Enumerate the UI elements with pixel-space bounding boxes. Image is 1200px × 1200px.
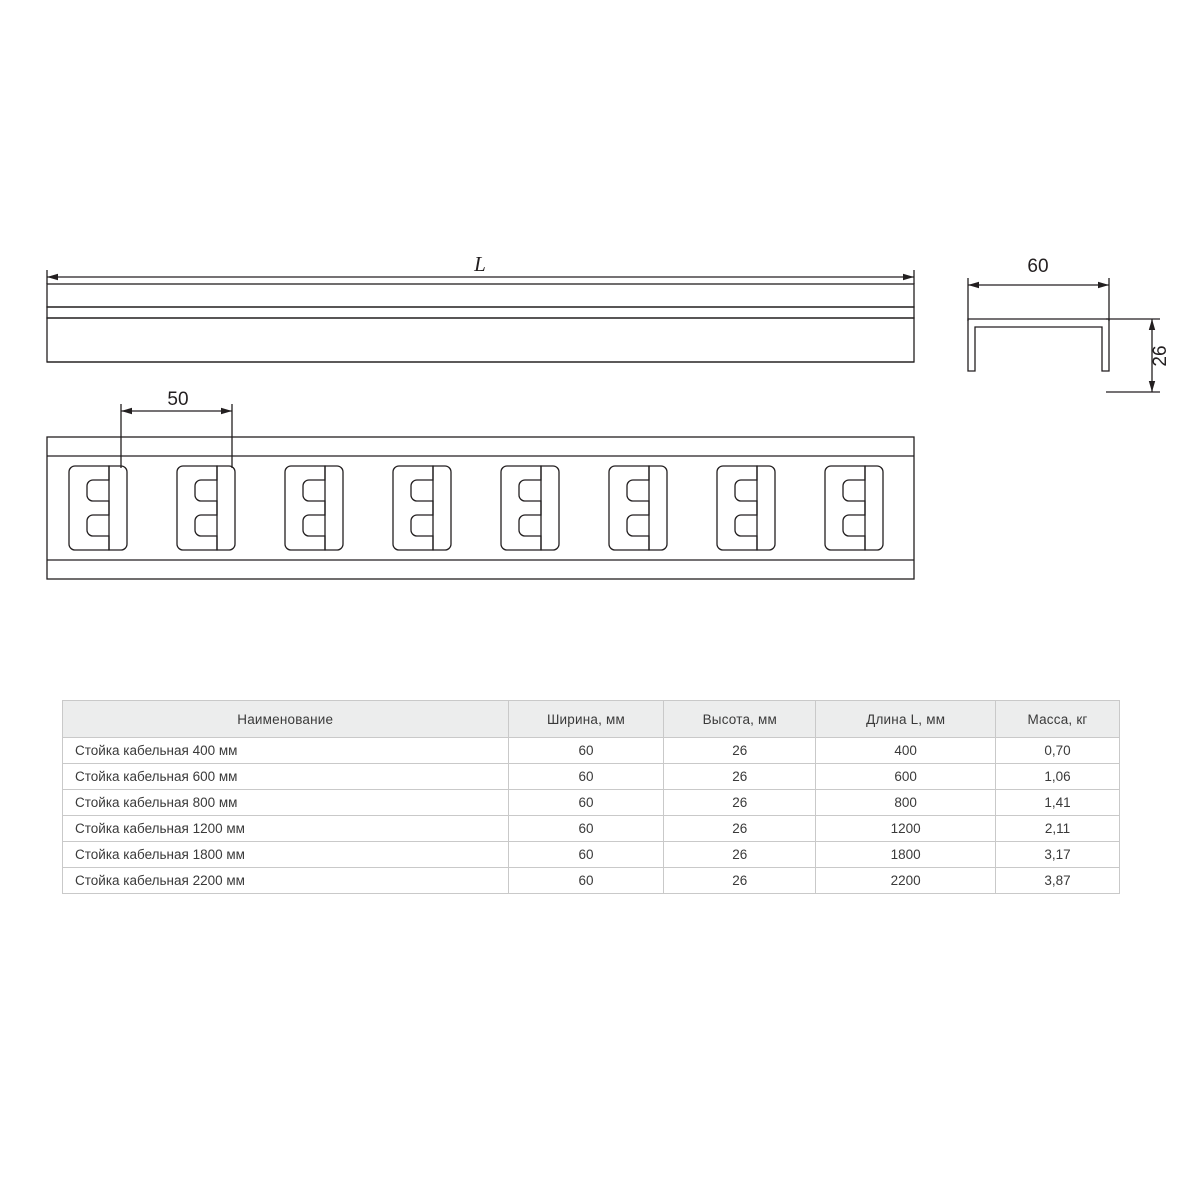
width-dimension [968, 278, 1109, 321]
cell-width: 60 [508, 790, 664, 816]
pitch-dimension [121, 404, 232, 468]
header-height: Высота, мм [664, 701, 816, 738]
header-mass: Масса, кг [996, 701, 1120, 738]
cell-height: 26 [664, 764, 816, 790]
cell-width: 60 [508, 738, 664, 764]
cell-length: 1200 [816, 816, 996, 842]
cell-length: 2200 [816, 868, 996, 894]
cell-mass: 3,17 [996, 842, 1120, 868]
width-label: 60 [1027, 256, 1049, 277]
cell-length: 800 [816, 790, 996, 816]
table-row [63, 868, 1120, 894]
cell-mass: 0,70 [996, 738, 1120, 764]
slot-group [69, 466, 883, 550]
header-length: Длина L, мм [816, 701, 996, 738]
cell-width: 60 [508, 764, 664, 790]
cell-mass: 1,41 [996, 790, 1120, 816]
height-label: 26 [1150, 345, 1171, 367]
cell-mass: 1,06 [996, 764, 1120, 790]
pitch-label: 50 [167, 389, 189, 410]
table-row [63, 764, 1120, 790]
cell-width: 60 [508, 868, 664, 894]
cell-name: Стойка кабельная 2200 мм [63, 868, 509, 894]
table-row [63, 842, 1120, 868]
cell-length: 1800 [816, 842, 996, 868]
length-label: L [474, 252, 486, 276]
cell-name: Стойка кабельная 600 мм [63, 764, 509, 790]
table-row [63, 738, 1120, 764]
cell-width: 60 [508, 842, 664, 868]
cell-name: Стойка кабельная 400 мм [63, 738, 509, 764]
header-width: Ширина, мм [508, 701, 664, 738]
table-row [63, 816, 1120, 842]
cell-height: 26 [664, 790, 816, 816]
cell-length: 400 [816, 738, 996, 764]
cell-name: Стойка кабельная 1200 мм [63, 816, 509, 842]
cell-mass: 2,11 [996, 816, 1120, 842]
cell-height: 26 [664, 868, 816, 894]
cell-name: Стойка кабельная 800 мм [63, 790, 509, 816]
cross-section-view [968, 319, 1109, 371]
cell-name: Стойка кабельная 1800 мм [63, 842, 509, 868]
header-name: Наименование [63, 701, 509, 738]
cell-mass: 3,87 [996, 868, 1120, 894]
cell-height: 26 [664, 738, 816, 764]
cell-width: 60 [508, 816, 664, 842]
cell-height: 26 [664, 842, 816, 868]
cell-height: 26 [664, 816, 816, 842]
table-header-row [63, 701, 1120, 738]
specification-table [62, 700, 1120, 894]
table-row [63, 790, 1120, 816]
side-elevation-view [47, 284, 914, 362]
cell-length: 600 [816, 764, 996, 790]
